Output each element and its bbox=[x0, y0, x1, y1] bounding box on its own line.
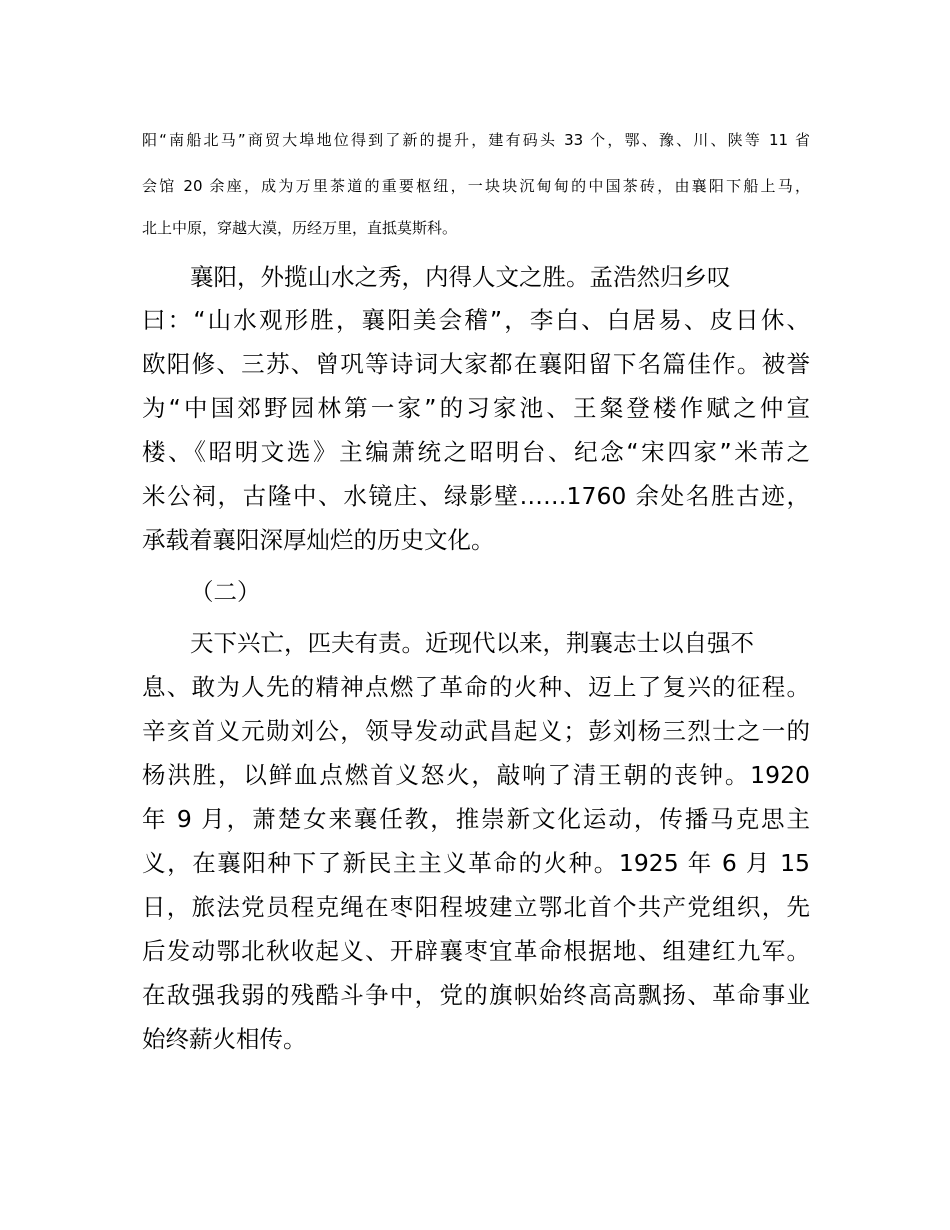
para1-line-6: 米公祠，古隆中、水镜庄、绿影壁……1760 余处名胜古迹， bbox=[142, 482, 810, 510]
para1-line-3: 欧阳修、三苏、曾巩等诗词大家都在襄阳留下名篇佳作。被誉 bbox=[142, 350, 810, 378]
para1-line-2: 曰：“山水观形胜，襄阳美会稽”，李白、白居易、皮日休、 bbox=[142, 306, 810, 334]
para2-line-7: 日，旅法党员程克绳在枣阳程坡建立鄂北首个共产党组织，先 bbox=[142, 893, 810, 921]
intro-line-2: 会馆 20 余座，成为万里茶道的重要枢纽，一块块沉甸甸的中国茶砖，由襄阳下船上马， bbox=[142, 177, 810, 195]
para2-line-9: 在敌强我弱的残酷斗争中，党的旗帜始终高高飘扬、革命事业 bbox=[142, 981, 810, 1009]
intro-line-3: 北上中原，穿越大漠，历经万里，直抵莫斯科。 bbox=[142, 219, 458, 237]
para2-line-6: 义，在襄阳种下了新民主主义革命的火种。1925 年 6 月 15 bbox=[142, 849, 810, 877]
para1-line-1: 襄阳，外揽山水之秀，内得人文之胜。孟浩然归乡叹 bbox=[190, 263, 731, 291]
para1-line-5: 楼、《昭明文选》主编萧统之昭明台、纪念“宋四家”米芾之 bbox=[142, 438, 810, 466]
para2-line-5: 年 9 月，萧楚女来襄任教，推崇新文化运动，传播马克思主 bbox=[142, 805, 810, 833]
section-heading: （二） bbox=[190, 578, 261, 606]
para1-line-4: 为“中国郊野园林第一家”的习家池、王粲登楼作赋之仲宣 bbox=[142, 394, 810, 422]
para2-line-4: 杨洪胜，以鲜血点燃首义怒火，敲响了清王朝的丧钟。1920 bbox=[142, 761, 810, 789]
para2-line-8: 后发动鄂北秋收起义、开辟襄枣宜革命根据地、组建红九军。 bbox=[142, 937, 810, 965]
intro-line-1: 阳“南船北马”商贸大埠地位得到了新的提升，建有码头 33 个，鄂、豫、川、陕等 11 省 bbox=[142, 131, 810, 149]
para2-line-1: 天下兴亡，匹夫有责。近现代以来，荆襄志士以自强不 bbox=[190, 629, 754, 657]
para1-line-7: 承载着襄阳深厚灿烂的历史文化。 bbox=[142, 526, 495, 554]
para2-line-3: 辛亥首义元勋刘公，领导发动武昌起义；彭刘杨三烈士之一的 bbox=[142, 717, 810, 745]
para2-line-10: 始终薪火相传。 bbox=[142, 1025, 307, 1053]
para2-line-2: 息、敢为人先的精神点燃了革命的火种、迈上了复兴的征程。 bbox=[142, 673, 810, 701]
